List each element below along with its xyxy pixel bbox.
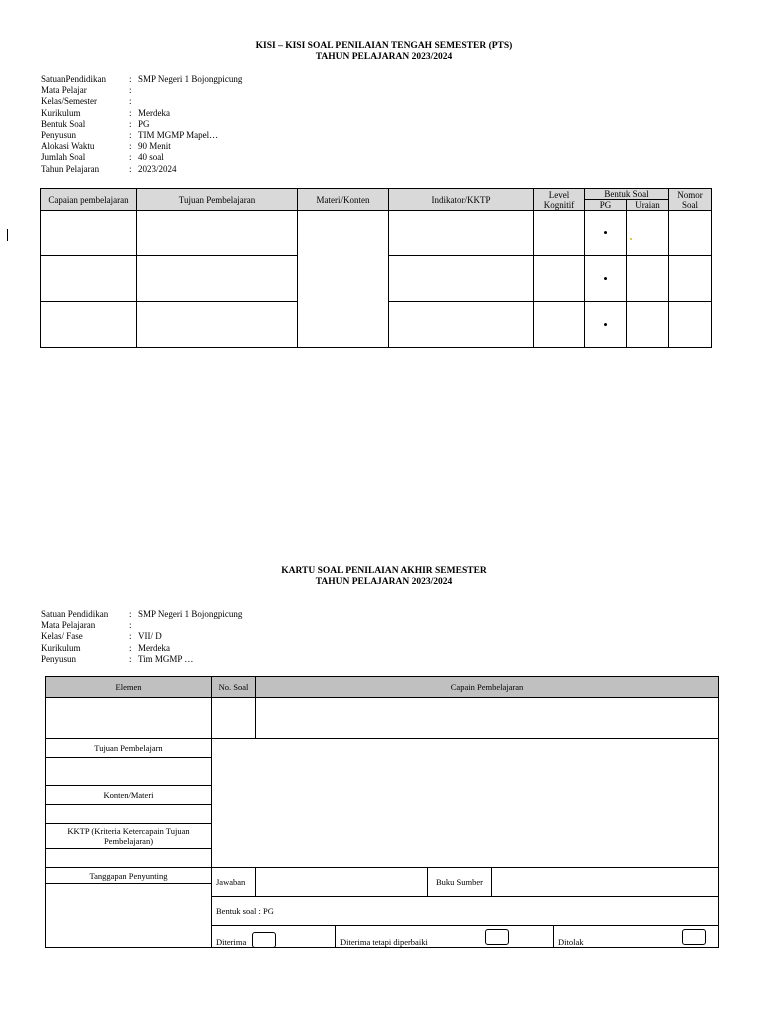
label-tanggapan: Tanggapan Penyunting [46,868,212,884]
info-row: SatuanPendidikan : SMP Negeri 1 Bojongpicung [41,74,243,84]
cell[interactable] [534,211,585,256]
header-capaian: Capaian pembelajaran [41,189,137,211]
checkbox-diterima-tetapi[interactable] [485,929,509,945]
table-row [41,211,712,256]
label-diterima-tetapi: Diterima tetapi diperbaiki [340,937,428,947]
label-ditolak: Ditolak [558,937,584,947]
bullet: • [585,211,627,256]
label-tujuan: Tujuan Pembelajarn [46,739,212,758]
cell[interactable] [669,211,712,256]
info-row: Kelas/Semester : [41,96,132,107]
cell-materi[interactable] [298,211,389,348]
header-pg: PG [585,200,627,211]
cell[interactable] [534,256,585,302]
cell-tanggapan[interactable] [46,884,212,948]
info-row: Satuan Pendidikan : SMP Negeri 1 Bojongpicung [41,609,243,619]
cell-konten[interactable] [46,805,212,824]
cell[interactable] [669,256,712,302]
cell-tujuan[interactable] [46,758,212,786]
header-nomor: Nomor Soal [669,189,712,211]
cell[interactable] [669,302,712,348]
cell[interactable] [627,211,669,256]
cell-jawaban[interactable] [256,868,428,897]
cell[interactable] [137,211,298,256]
header-uraian: Uraian [627,200,669,211]
kartu-info-block [41,609,242,665]
label-jawaban: Jawaban [212,868,256,897]
cell-kktp[interactable] [46,849,212,868]
bullet: • [585,256,627,302]
header-no-soal: No. Soal [212,677,256,698]
info-row: Kelas/ Fase : VII/ D [41,631,162,642]
label-buku: Buku Sumber [428,868,492,897]
cell[interactable] [41,256,137,302]
checkbox-ditolak[interactable] [682,929,706,945]
status-row [212,926,719,948]
info-row: Mata Pelajaran : [41,620,132,631]
info-row: Kurikulum : Merdeka [41,107,170,118]
header-tujuan: Tujuan Pembelajaran [137,189,298,211]
label-kktp: KKTP (Kriteria Ketercapain Tujuan Pembelajaran) [46,824,212,849]
cell[interactable] [137,302,298,348]
checkbox-diterima[interactable] [252,932,276,948]
cell[interactable] [534,302,585,348]
bullet: • [585,302,627,348]
info-row: Tahun Pelajaran : 2023/2024 [41,163,177,174]
cell[interactable] [41,302,137,348]
cell-buku[interactable] [492,868,719,897]
label-diterima: Diterima [216,937,247,947]
info-row: Jumlah Soal : 40 soal [41,152,164,163]
cell[interactable] [137,256,298,302]
kisi-table [40,188,712,348]
cell-elemen[interactable] [46,698,212,739]
kisi-title-line2: TAHUN PELAJARAN 2023/2024 [315,52,453,62]
info-row: Mata Pelajar : [41,85,132,96]
cell-capain[interactable] [256,698,719,739]
cell[interactable] [627,302,669,348]
cell[interactable] [389,211,534,256]
header-indikator: Indikator/KKTP [389,189,534,211]
cell-soal-area[interactable] [212,739,719,868]
kartu-title-line2: TAHUN PELAJARAN 2023/2024 [315,577,453,587]
info-row: Kurikulum : Merdeka [41,642,170,653]
info-row: Alokasi Waktu : 90 Menit [41,141,171,152]
dot-mark [630,238,632,240]
header-bentuk-soal: Bentuk Soal [585,189,669,200]
text-cursor [7,229,8,241]
kisi-title-line1: KISI – KISI SOAL PENILAIAN TENGAH SEMESTER (PTS) [255,41,513,51]
label-konten: Konten/Materi [46,786,212,805]
info-row: Penyusun : TIM MGMP Mapel… [41,130,219,141]
cell[interactable] [627,256,669,302]
info-row: Bentuk Soal : PG [41,118,150,129]
cell[interactable] [389,302,534,348]
header-elemen: Elemen [46,677,212,698]
label-bentuk-soal: Bentuk soal : PG [212,897,719,926]
header-level: Level Kognitif [534,189,585,211]
kisi-info-block [41,74,242,175]
kartu-table [45,676,719,948]
header-capain: Capain Pembelajaran [256,677,719,698]
header-materi: Materi/Konten [298,189,389,211]
kartu-title-line1: KARTU SOAL PENILAIAN AKHIR SEMESTER [281,566,487,576]
info-row: Penyusun : Tim MGMP … [41,653,194,664]
cell[interactable] [389,256,534,302]
cell[interactable] [41,211,137,256]
cell-no-soal[interactable] [212,698,256,739]
